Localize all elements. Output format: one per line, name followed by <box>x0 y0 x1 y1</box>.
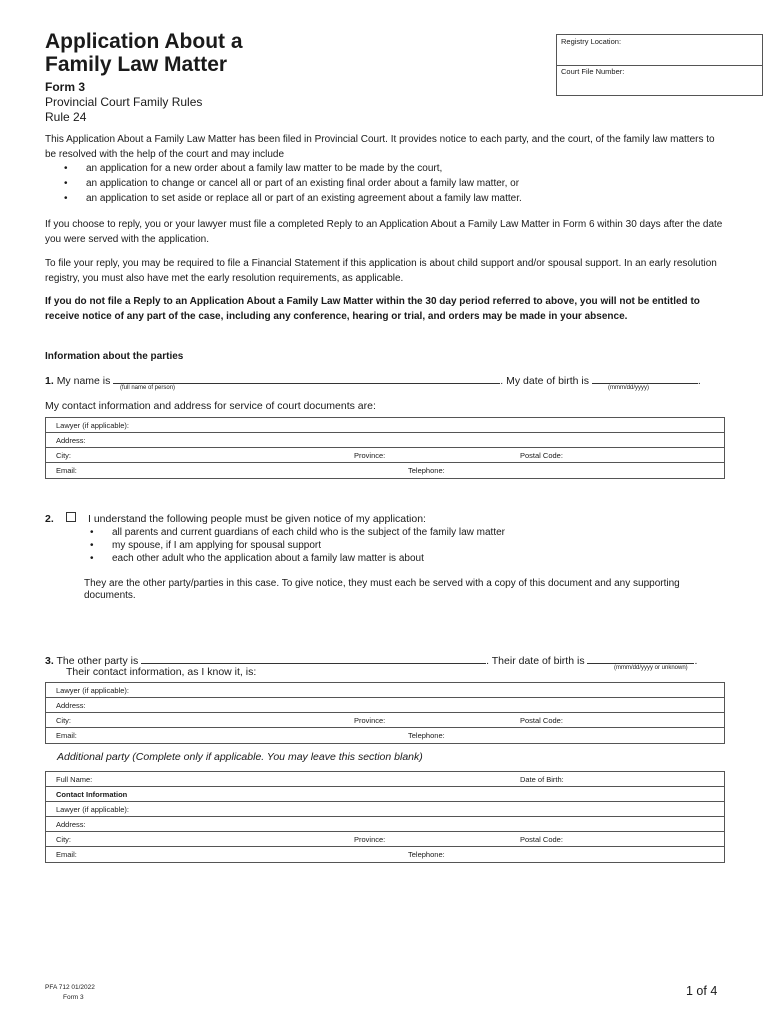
intro-bullet: • an application for a new order about a family law matter to be made by the court, <box>64 163 443 174</box>
lawyer-label: Lawyer (if applicable): <box>56 805 129 814</box>
page-number: 1 of 4 <box>686 984 718 998</box>
warning-paragraph: If you do not file a Reply to an Application About a Family Law Matter within the 30 day period referred to above, you will not be entitled to receive notice of any part of the case, including any conference, hearing or trial, and orders may be made in your absence. <box>45 296 700 322</box>
lawyer-row[interactable] <box>46 418 724 433</box>
q1-contact-label: My contact information and address for service of court documents are: <box>45 400 376 412</box>
contact-info-label: Contact Information <box>56 790 128 799</box>
dob-input[interactable] <box>592 372 698 384</box>
q3-dob-label: . Their date of birth is <box>486 655 585 667</box>
dob-hint: (mmm/dd/yyyy) <box>608 385 649 391</box>
email-row[interactable] <box>46 463 724 478</box>
city-row[interactable] <box>46 832 724 847</box>
registry-location-label: Registry Location: <box>561 37 622 46</box>
province-label: Province: <box>354 451 386 460</box>
title-line-1: Application About a <box>45 30 243 53</box>
name-hint: (full name of person) <box>120 385 176 391</box>
q2-bullet: • all parents and current guardians of each child who is the subject of the family law matter <box>90 527 505 538</box>
q3-contact-label: Their contact information, as I know it, is: <box>66 666 257 678</box>
lawyer-row[interactable] <box>46 683 724 698</box>
city-label: City: <box>56 451 71 460</box>
other-party-input[interactable] <box>141 652 486 664</box>
telephone-label: Telephone: <box>408 731 445 740</box>
q3-dob-hint: (mmm/dd/yyyy or unknown) <box>614 665 688 671</box>
city-label: City: <box>56 716 71 725</box>
intro-bullet: • an application to change or cancel all or part of an existing final order about a family law matter, or <box>64 178 520 189</box>
lawyer-label: Lawyer (if applicable): <box>56 686 129 695</box>
q2-bullet: • each other adult who the application about a family law matter is about <box>90 553 424 564</box>
city-row[interactable] <box>46 713 724 728</box>
email-label: Email: <box>56 850 77 859</box>
financial-paragraph: To file your reply, you may be required to file a Financial Statement if this application is about child support and/or spousal support. In an early resolution registry, you must also have met the early resolution requirements, as applicable. <box>45 258 717 284</box>
contact-table-2 <box>45 682 725 744</box>
rules-name: Provincial Court Family Rules <box>45 95 203 109</box>
registry-location-field[interactable] <box>557 35 762 66</box>
q2-bullet: • my spouse, if I am applying for spousal support <box>90 540 321 551</box>
additional-party-table <box>45 771 725 863</box>
lawyer-label: Lawyer (if applicable): <box>56 421 129 430</box>
registry-box <box>556 34 763 96</box>
email-label: Email: <box>56 731 77 740</box>
province-label: Province: <box>354 835 386 844</box>
email-label: Email: <box>56 466 77 475</box>
address-row[interactable] <box>46 817 724 832</box>
reply-paragraph: If you choose to reply, you or your lawyer must file a completed Reply to an Application About a Family Law Matter in Form 6 within 30 days after the date you were served with the application. <box>45 219 723 245</box>
q1-period: . <box>697 375 701 387</box>
form-title <box>45 30 243 76</box>
additional-party-note: Additional party (Complete only if applicable. You may leave this section blank) <box>57 751 423 763</box>
q3-label: The other party is <box>56 655 139 667</box>
q3-number: 3. <box>45 655 54 667</box>
section-heading: Information about the parties <box>45 351 184 362</box>
rule-number: Rule 24 <box>45 110 87 124</box>
telephone-label: Telephone: <box>408 466 445 475</box>
q2-label: I understand the following people must be given notice of my application: <box>88 513 426 525</box>
q1-number: 1. <box>45 375 54 387</box>
address-label: Address: <box>56 820 86 829</box>
postal-label: Postal Code: <box>520 835 563 844</box>
address-row[interactable] <box>46 433 724 448</box>
q2-note: They are the other party/parties in this case. To give notice, they must each be served with a copy of this document and any supporting documents. <box>84 578 680 601</box>
address-label: Address: <box>56 701 86 710</box>
form-number: Form 3 <box>45 80 86 94</box>
footer-form: Form 3 <box>63 994 84 1001</box>
intro-paragraph: This Application About a Family Law Matter has been filed in Provincial Court. It provides notice to each party, and the court, of the family law matters to be resolved with the help of the court and may include <box>45 134 715 160</box>
postal-label: Postal Code: <box>520 451 563 460</box>
full-name-row[interactable] <box>46 772 724 787</box>
q3-period: . <box>694 655 698 667</box>
footer-code: PFA 712 01/2022 <box>45 984 95 991</box>
contact-info-row <box>46 787 724 802</box>
city-label: City: <box>56 835 71 844</box>
address-label: Address: <box>56 436 86 445</box>
title-line-2: Family Law Matter <box>45 53 228 76</box>
court-file-number-field[interactable] <box>557 65 762 96</box>
email-row[interactable] <box>46 847 724 862</box>
q2-number: 2. <box>45 513 54 525</box>
full-name-label: Full Name: <box>56 775 93 784</box>
contact-table-1 <box>45 417 725 479</box>
lawyer-row[interactable] <box>46 802 724 817</box>
court-file-number-label: Court File Number: <box>561 67 625 76</box>
email-row[interactable] <box>46 728 724 743</box>
telephone-label: Telephone: <box>408 850 445 859</box>
dob-field-label: Date of Birth: <box>520 775 564 784</box>
city-row[interactable] <box>46 448 724 463</box>
intro-bullet: • an application to set aside or replace all or part of an existing agreement about a family law matter. <box>64 193 522 204</box>
dob-label: . My date of birth is <box>500 375 589 387</box>
address-row[interactable] <box>46 698 724 713</box>
other-party-dob-input[interactable] <box>587 652 694 664</box>
province-label: Province: <box>354 716 386 725</box>
name-input[interactable] <box>113 372 500 384</box>
postal-label: Postal Code: <box>520 716 563 725</box>
q2-checkbox[interactable] <box>66 512 76 522</box>
q1-label: My name is <box>56 375 111 387</box>
